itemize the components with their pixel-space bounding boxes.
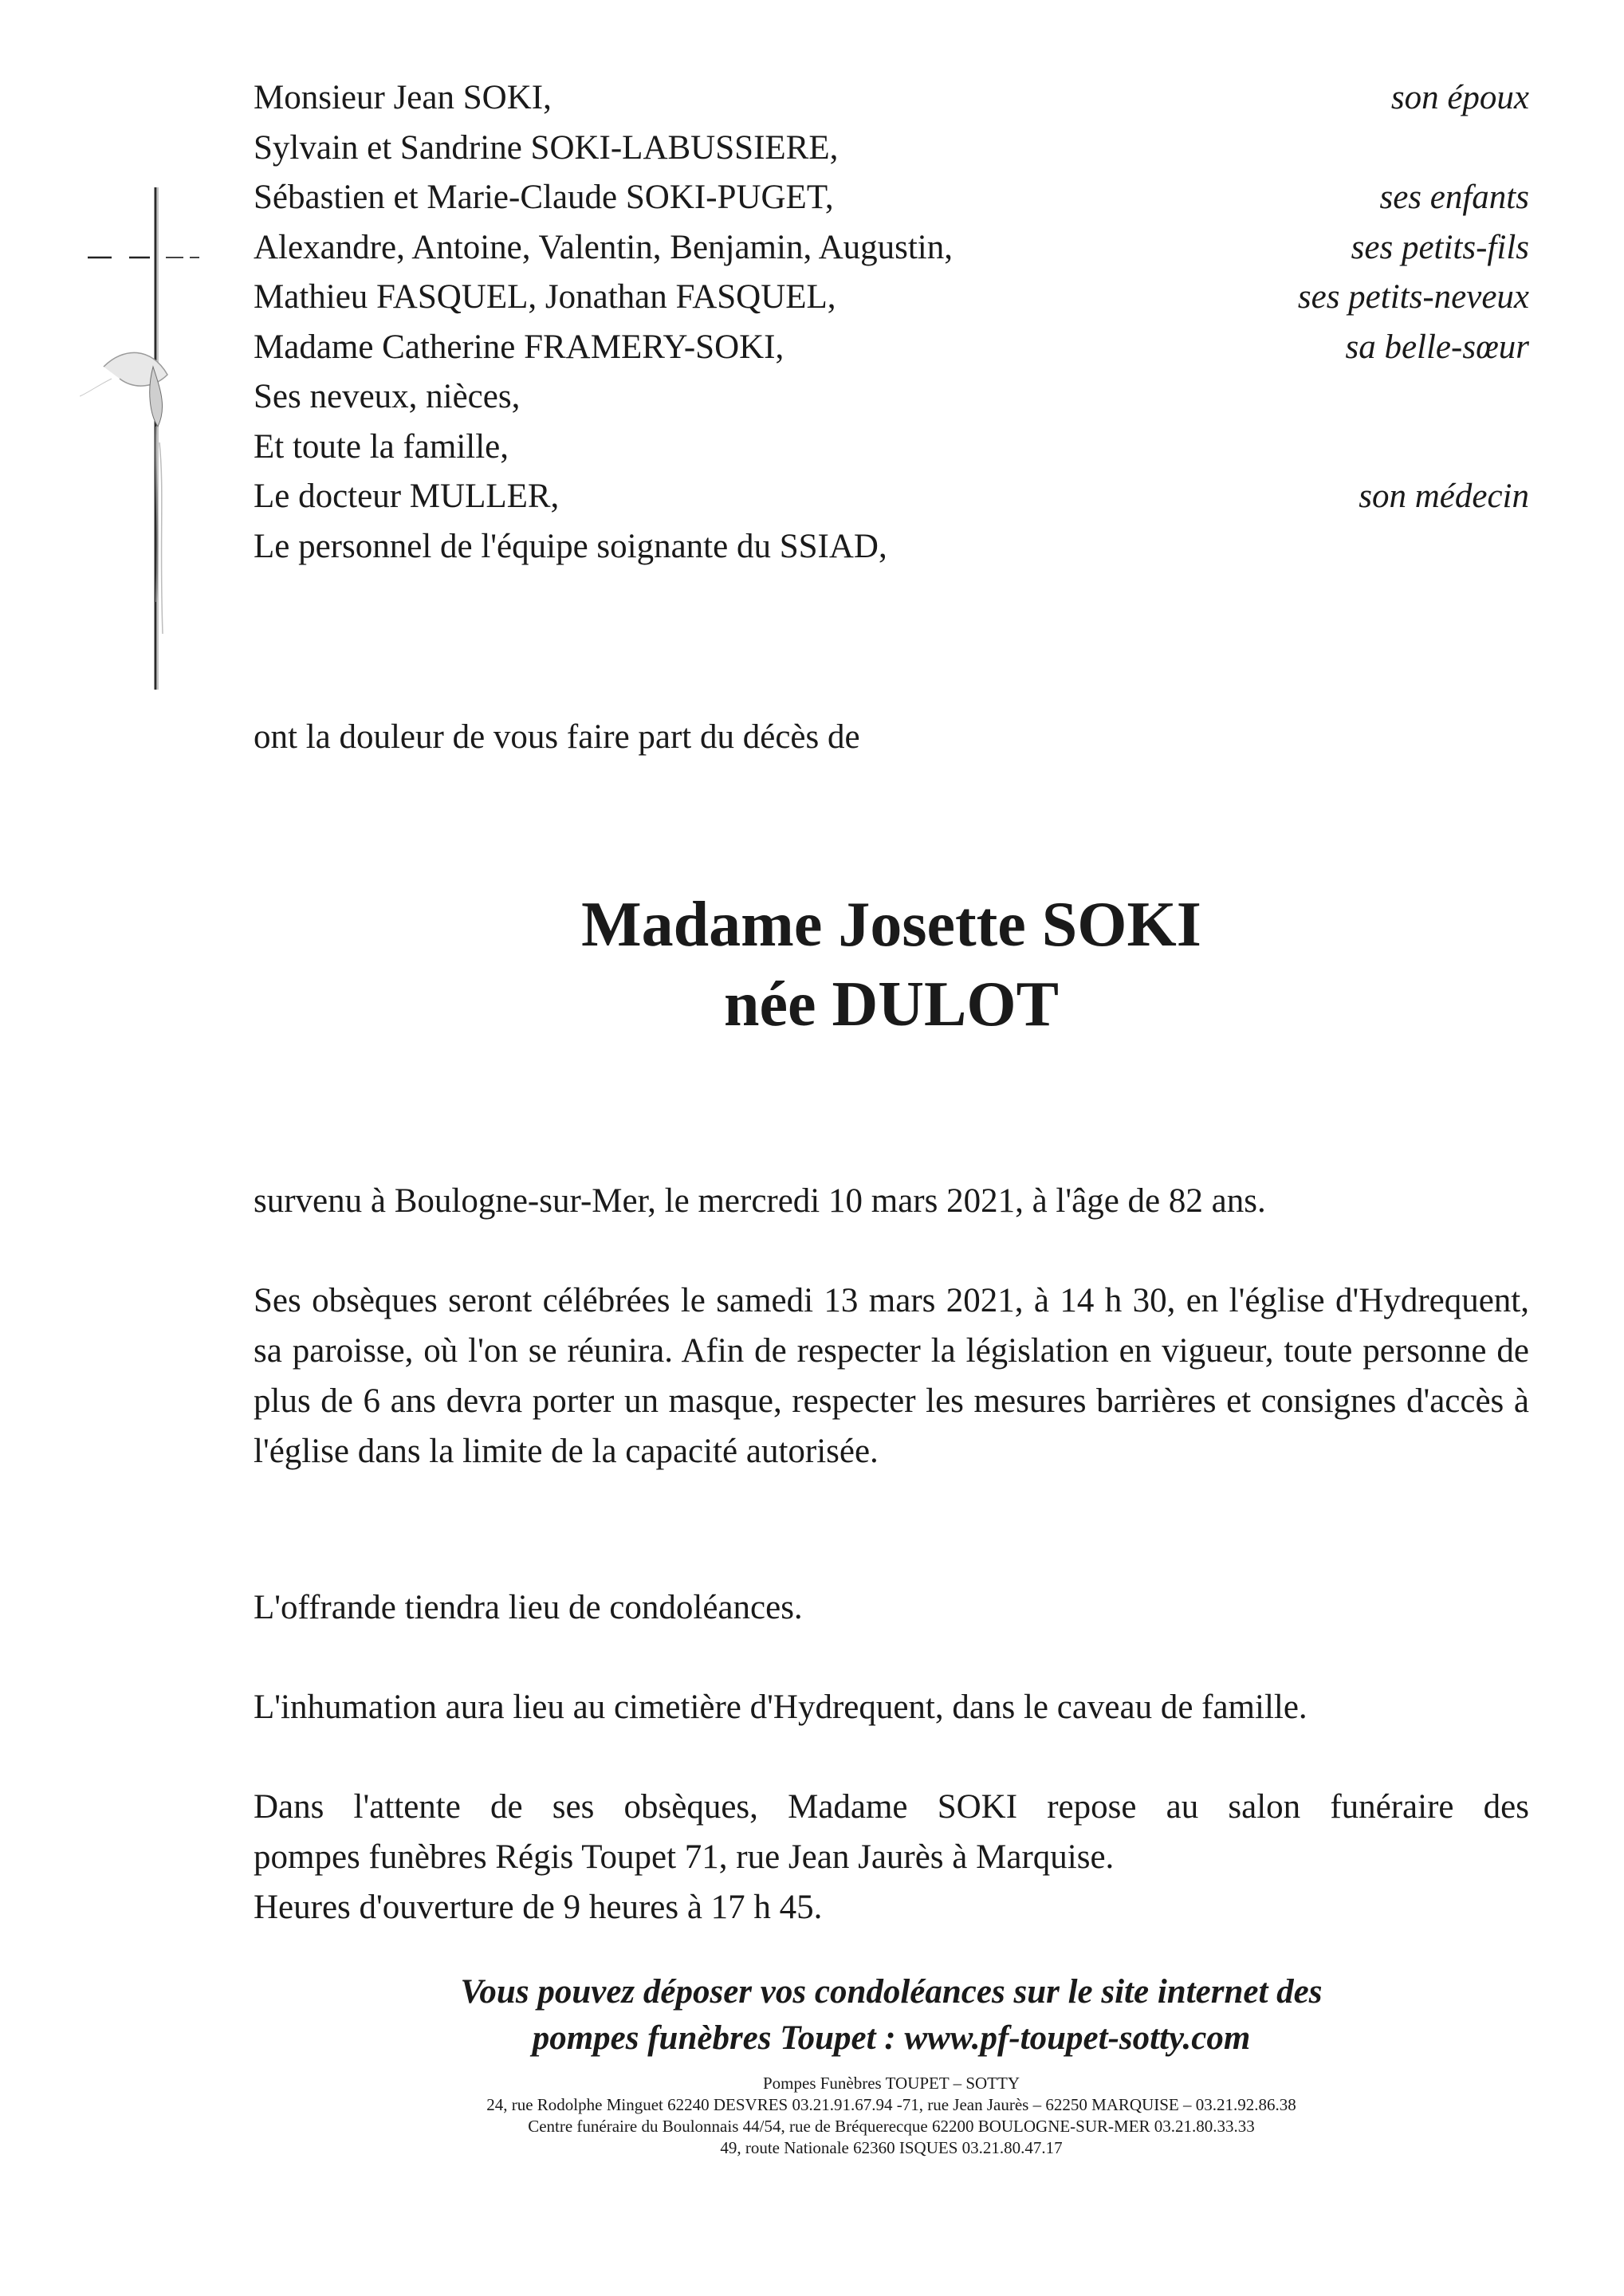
family-member: Et toute la famille, — [254, 427, 509, 466]
announcement-intro: ont la douleur de vous faire part du décès de — [254, 718, 860, 756]
footer-address: Centre funéraire du Boulonnais 44/54, rue de Bréquerecque 62200 BOULOGNE-SUR-MER 03.21.80.33.33 — [528, 2117, 1255, 2136]
funeral-details: Ses obsèques seront célébrées le samedi 13 mars 2021, à 14 h 30, en l'église d'Hydrequent, sa paroisse, où l'on se réunira. Afin de respecter la législation en vigueur, toute personne de plus de 6 ans devra porter un masque, respecter les mesures barrières et consignes d'accès à l'église dans la limite de la capacité autorisée. — [254, 1282, 1529, 1470]
family-row — [254, 323, 1529, 373]
family-member: Monsieur Jean SOKI, — [254, 79, 552, 116]
footer-address: 24, rue Rodolphe Minguet 62240 DESVRES 03.21.91.67.94 -71, rue Jean Jaurès – 62250 MARQUISE – 03.21.92.86.38 — [486, 2095, 1296, 2114]
family-row — [254, 522, 1529, 572]
opening-hours: Heures d'ouverture de 9 heures à 17 h 45. — [254, 1889, 823, 1926]
family-row — [254, 472, 1529, 522]
family-row — [254, 273, 1529, 323]
family-row — [254, 173, 1529, 223]
funeral-home-footer — [254, 2073, 1529, 2159]
family-row — [254, 423, 1529, 473]
family-member: Le docteur MULLER, — [254, 478, 560, 515]
family-member: Le personnel de l'équipe soignante du SSIAD, — [254, 527, 887, 565]
family-row — [254, 124, 1529, 174]
footer-address: 49, route Nationale 62360 ISQUES 03.21.80.47.17 — [720, 2138, 1063, 2157]
condolences-website: pompes funèbres Toupet : www.pf-toupet-sotty.com — [532, 2019, 1251, 2057]
offering-note: L'offrande tiendra lieu de condoléances. — [254, 1589, 803, 1626]
family-relation: son médecin — [1359, 478, 1529, 515]
viewing-line: Dans l'attente de ses obsèques, Madame SOKI repose au salon funéraire des — [254, 1788, 1529, 1826]
deceased-name: Madame Josette SOKI — [581, 890, 1201, 960]
family-member: Alexandre, Antoine, Valentin, Benjamin, Augustin, — [254, 228, 954, 266]
footer-company: Pompes Funèbres TOUPET – SOTTY — [762, 2074, 1020, 2093]
deceased-name-block — [254, 885, 1529, 1044]
family-member: Sébastien et Marie-Claude SOKI-PUGET, — [254, 179, 834, 216]
family-row — [254, 73, 1529, 124]
viewing-line: pompes funèbres Régis Toupet 71, rue Jean Jaurès à Marquise. — [254, 1838, 1115, 1876]
family-relation: sa belle-sœur — [1345, 328, 1529, 366]
family-member: Ses neveux, nièces, — [254, 378, 521, 415]
family-member: Madame Catherine FRAMERY-SOKI, — [254, 328, 784, 366]
deceased-maiden-name: née DULOT — [724, 969, 1059, 1040]
family-relation: ses petits-fils — [1351, 228, 1529, 266]
family-relation: son époux — [1390, 79, 1529, 116]
viewing-details — [254, 1782, 1529, 1932]
family-member: Sylvain et Sandrine SOKI-LABUSSIERE, — [254, 128, 839, 167]
condolences-line: Vous pouvez déposer vos condoléances sur le site internet des — [460, 1973, 1323, 2011]
family-relation: ses enfants — [1379, 179, 1529, 216]
family-row — [254, 223, 1529, 273]
burial-details: L'inhumation aura lieu au cimetière d'Hydrequent, dans le caveau de famille. — [254, 1689, 1307, 1726]
cross-lily-icon — [80, 187, 231, 690]
death-details: survenu à Boulogne-sur-Mer, le mercredi 10 mars 2021, à l'âge de 82 ans. — [254, 1182, 1266, 1220]
family-list — [254, 73, 1529, 572]
family-relation: ses petits-neveux — [1297, 278, 1529, 316]
family-member: Mathieu FASQUEL, Jonathan FASQUEL, — [254, 278, 836, 316]
condolences-notice — [254, 1969, 1529, 2062]
family-row — [254, 372, 1529, 423]
